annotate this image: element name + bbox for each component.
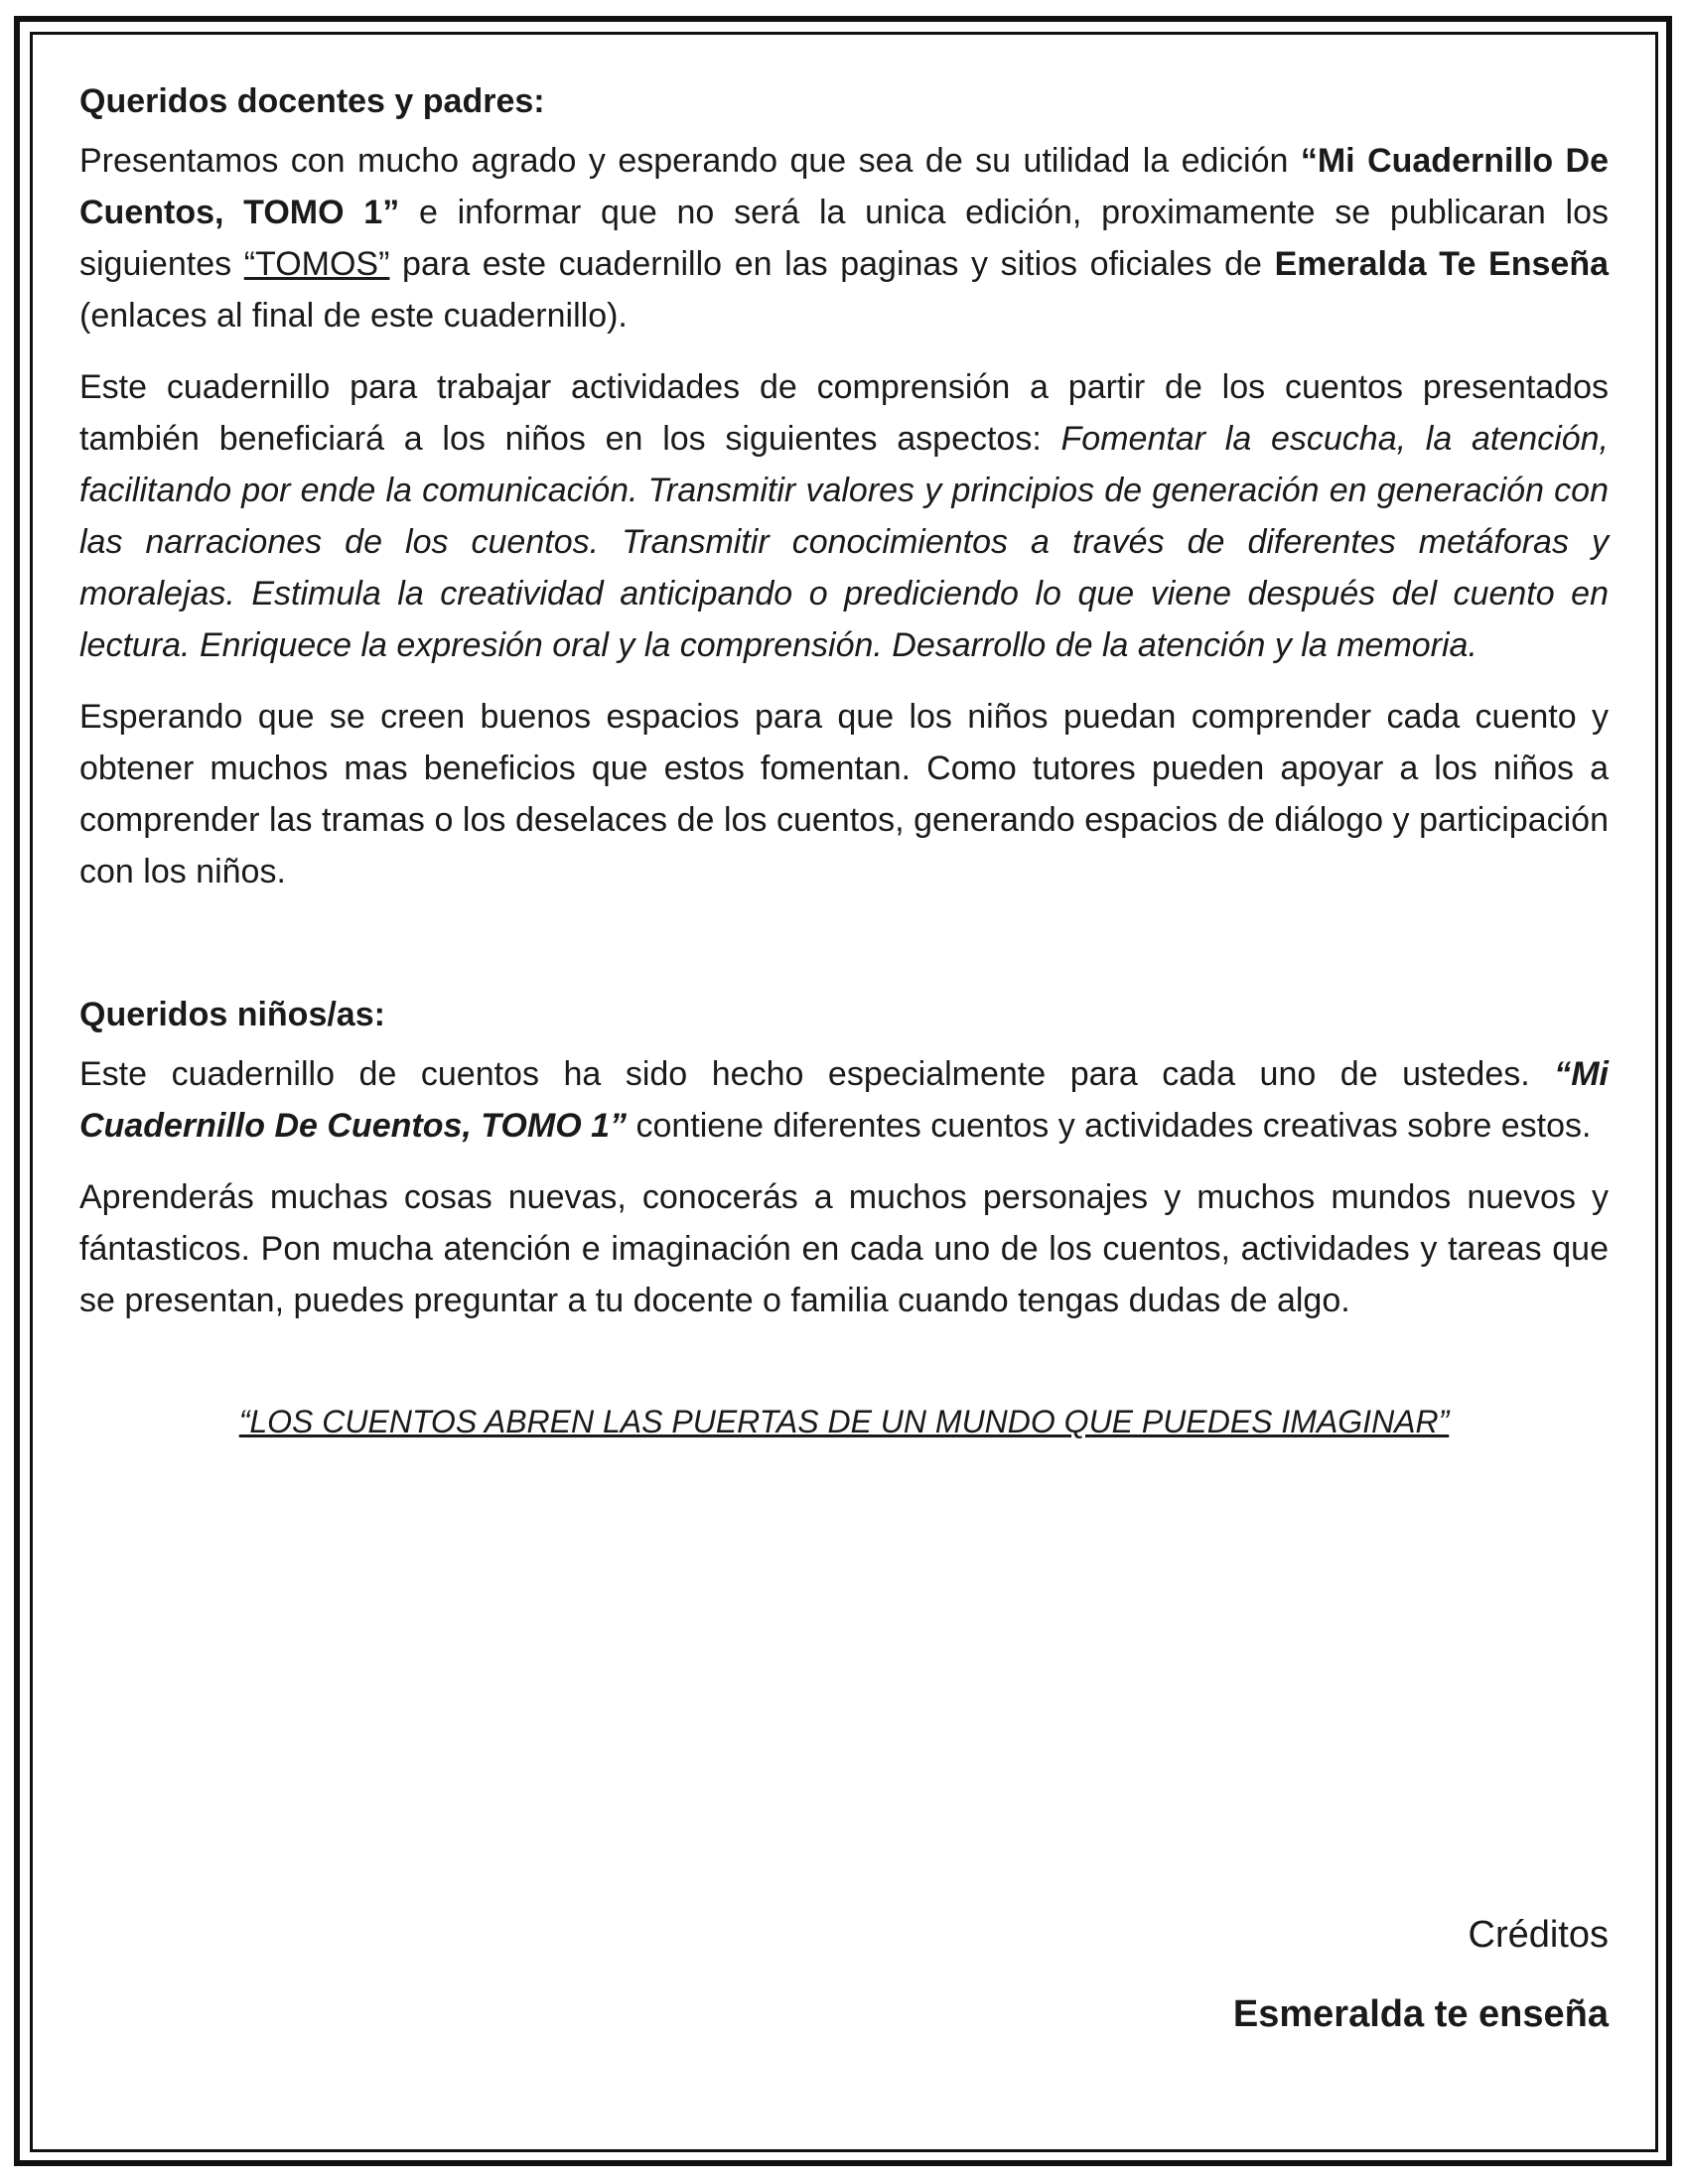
paragraph-benefits: Este cuadernillo para trabajar actividades de comprensión a partir de los cuentos presentados también beneficiará a los niños en los siguientes aspectos: Fomentar la escucha, la atención, facilitando por ende la comunicación. Transmitir valores y principios de generación en generación con las narraciones de los cuentos. Transmitir conocimientos a través de diferentes metáforas y moralejas. Estimula la creatividad anticipando o prediciendo lo que viene después del cuento en lectura. Enriquece la expresión oral y la comprensión. Desarrollo de la atención y la memoria. xyxy=(79,368,1609,664)
document-body xyxy=(79,75,1609,1443)
book-title-italic: “Mi Cuadernillo De Cuentos, TOMO 1” xyxy=(79,1055,1609,1145)
tomos-underlined: “TOMOS” xyxy=(243,245,390,283)
paragraph-intro-edition: Presentamos con mucho agrado y esperando que sea de su utilidad la edición “Mi Cuadernillo De Cuentos, TOMO 1” e informar que no será la unica edición, proximamente se publicaran los siguientes “TOMOS” para este cuadernillo en las paginas y sitios oficiales de Emeralda Te Enseña (enlaces al final de este cuadernillo). xyxy=(79,142,1610,335)
benefits-list-italic: Fomentar la escucha, la atención, facilitando por ende la comunicación. Transmitir valores y principios de generación en generación con las narraciones de los cuentos. Transmitir conocimientos a través de diferentes metáforas y moralejas. Estimula la creatividad anticipando o prediciendo lo que viene después del cuento en lectura. Enriquece la expresión oral y la comprensión. Desarrollo de la atención y la memoria. xyxy=(79,420,1609,664)
paragraph-children-intro: Este cuadernillo de cuentos ha sido hecho especialmente para cada uno de ustedes. “Mi Cuadernillo De Cuentos, TOMO 1” contiene diferentes cuentos y actividades creativas sobre estos. xyxy=(79,1055,1609,1145)
book-title: “Mi Cuadernillo De Cuentos, TOMO 1” xyxy=(79,142,1610,231)
paragraph-children-learn: Aprenderás muchas cosas nuevas, conocerás a muchos personajes y muchos mundos nuevos y fántasticos. Pon mucha atención e imaginación en cada uno de los cuentos, actividades y tareas que se presentan, puedes preguntar a tu docente o familia cuando tengas dudas de algo. xyxy=(79,1178,1609,1319)
motto-quote: “LOS CUENTOS ABREN LAS PUERTAS DE UN MUNDO QUE PUEDES IMAGINAR” xyxy=(238,1404,1450,1439)
credits-label: Créditos xyxy=(1468,1914,1609,1956)
section-heading-children: Queridos niños/as: xyxy=(79,996,385,1033)
section-heading-teachers-parents: Queridos docentes y padres: xyxy=(79,82,545,120)
brand-name: Emeralda Te Enseña xyxy=(1274,245,1609,283)
paragraph-tutors: Esperando que se creen buenos espacios para que los niños puedan comprender cada cuento y obtener muchos mas beneficios que estos fomentan. Como tutores pueden apoyar a los niños a comprender las tramas o los deselaces de los cuentos, generando espacios de diálogo y participación con los niños. xyxy=(79,698,1609,890)
credits-author: Esmeralda te enseña xyxy=(1232,1993,1609,2035)
section-spacer xyxy=(79,917,1609,989)
